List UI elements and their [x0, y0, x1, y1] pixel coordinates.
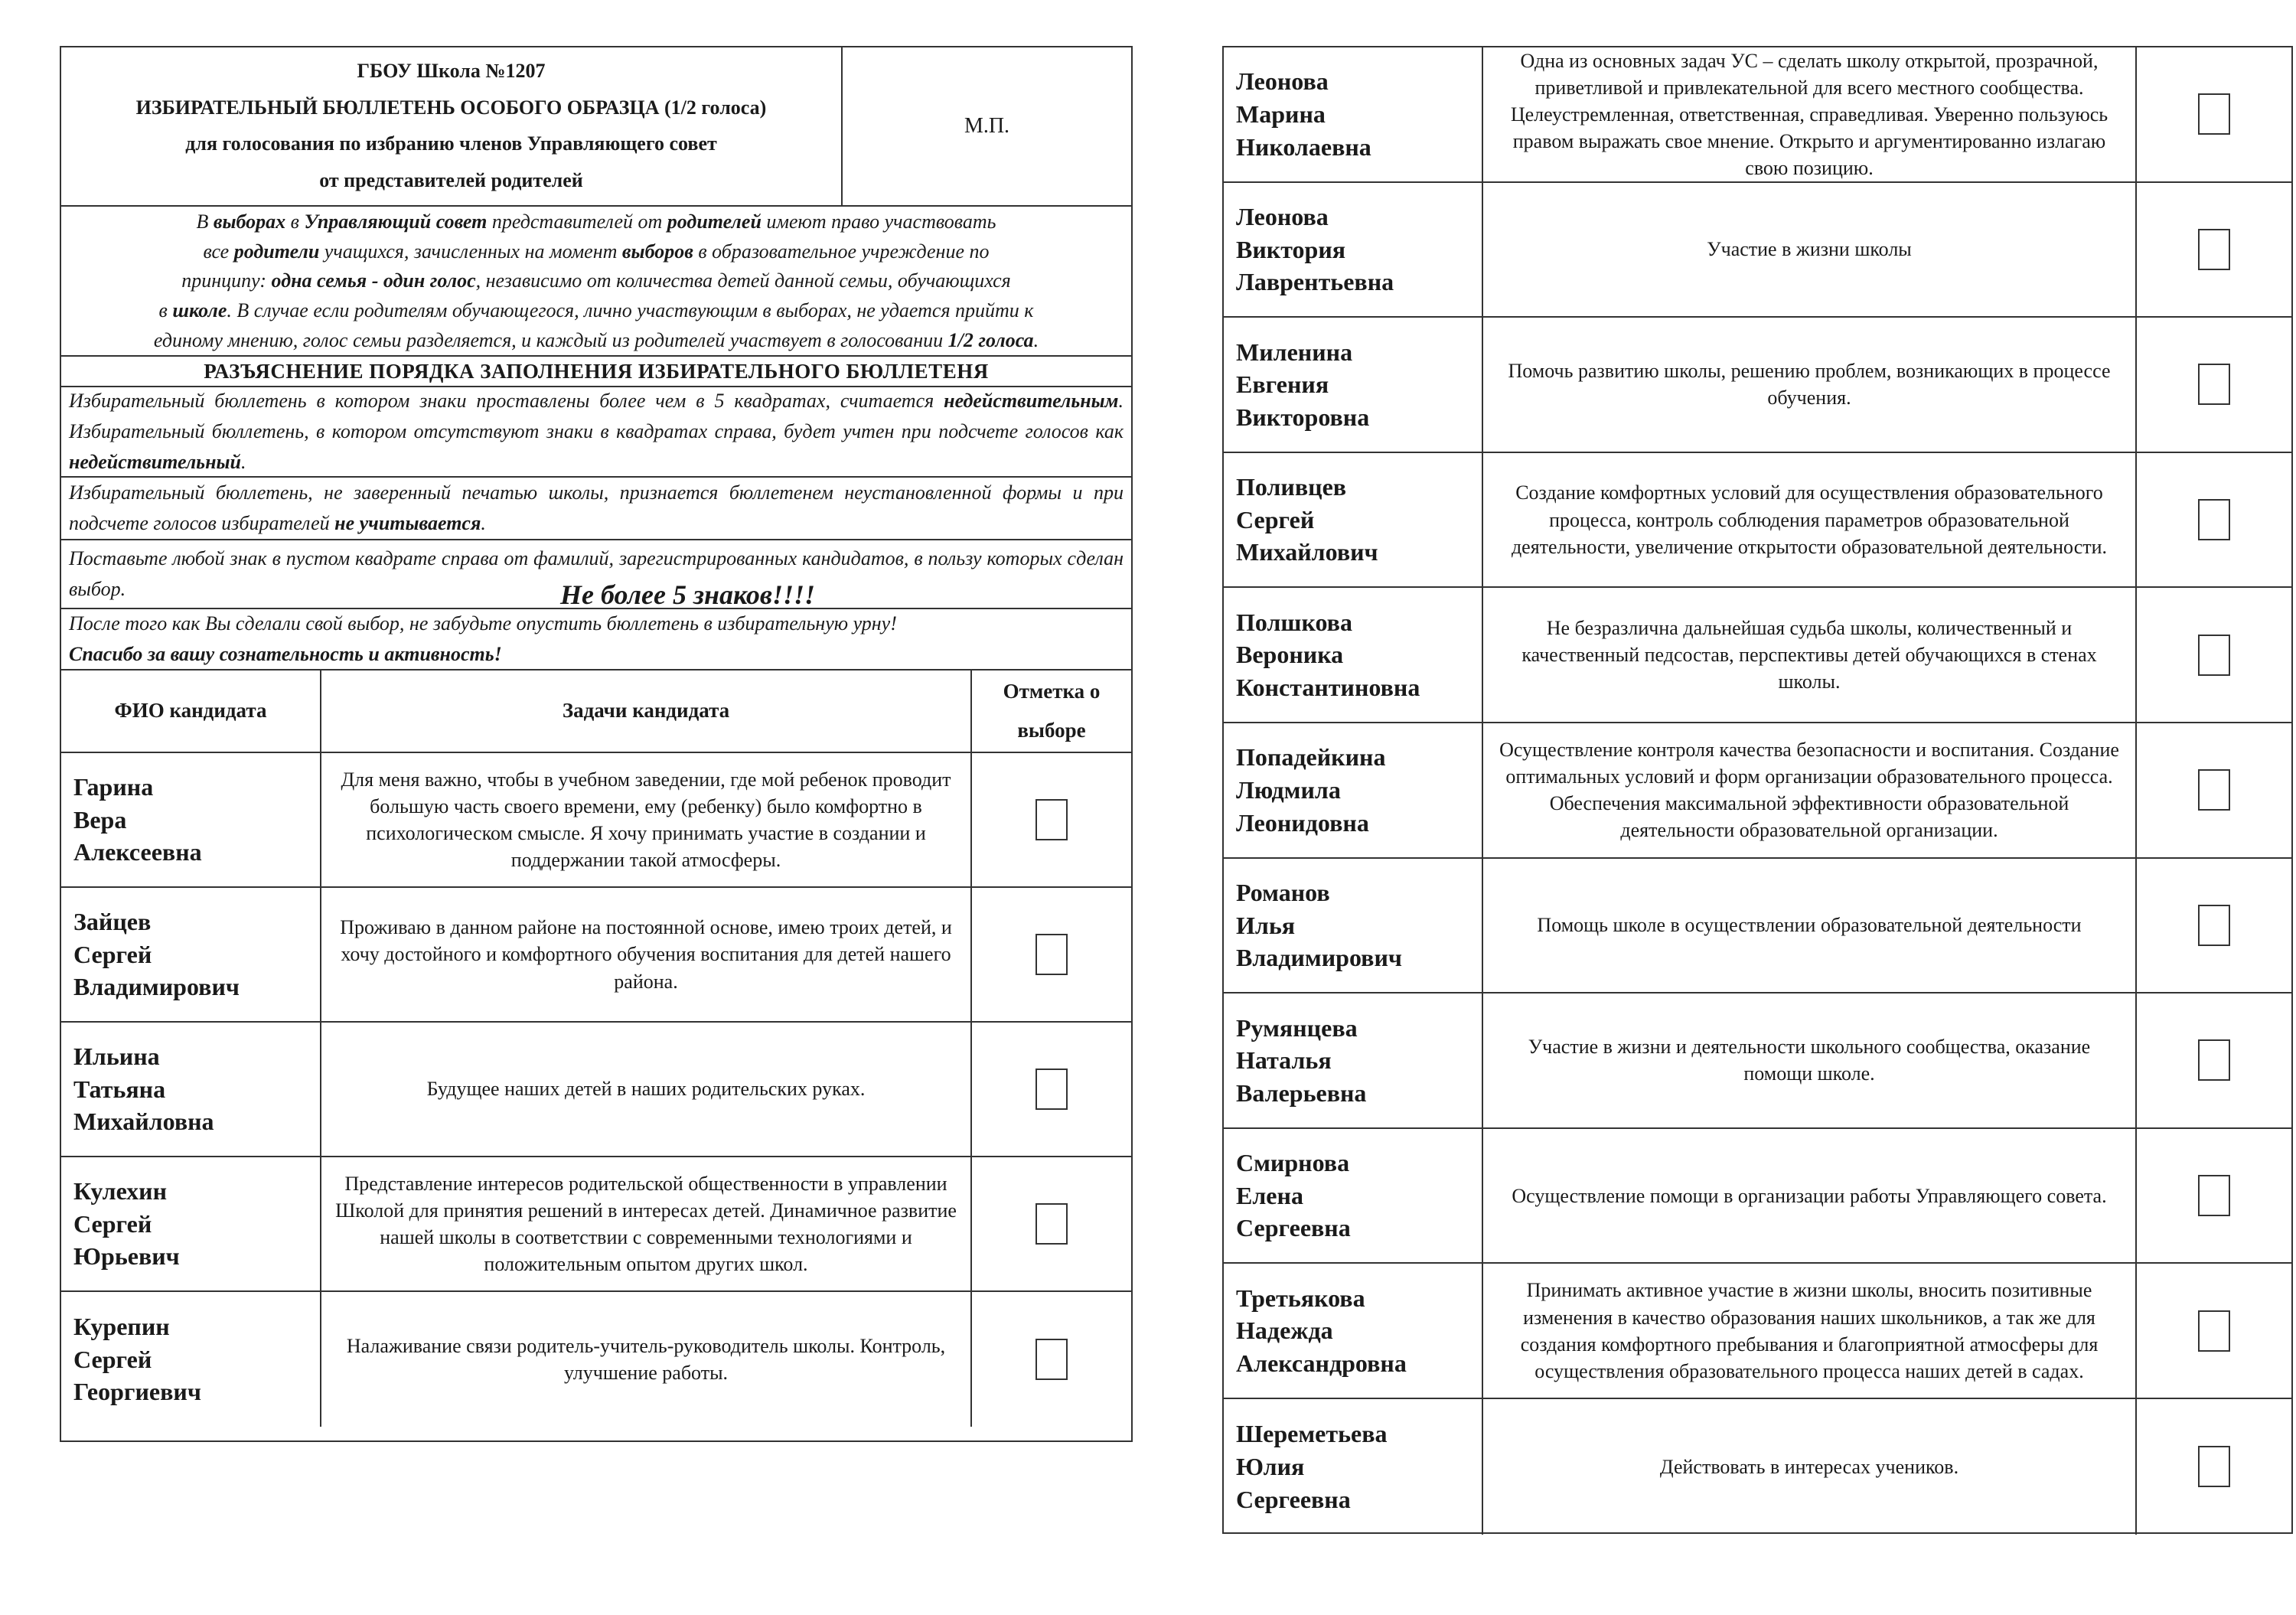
candidate-name: Леонова Марина Николаевна	[1224, 47, 1483, 181]
candidate-name: Смирнова Елена Сергеевна	[1224, 1129, 1483, 1263]
vote-checkbox[interactable]	[1035, 1339, 1068, 1380]
table-row	[1224, 1399, 2291, 1535]
candidate-name: Кулехин Сергей Юрьевич	[61, 1157, 321, 1290]
vote-checkbox[interactable]	[2198, 905, 2230, 946]
table-row	[61, 1023, 1131, 1157]
ballot-header	[61, 47, 1131, 207]
ballot-page-left	[60, 46, 1133, 1442]
vote-checkbox[interactable]	[2198, 1175, 2230, 1216]
candidate-task: Помочь развитию школы, решению проблем, возникающих в процессе обучения.	[1483, 318, 2137, 452]
intro-line: В выборах в Управляющий совет представителей от родителей имеют право участвовать	[196, 210, 996, 233]
stamp-placeholder: М.П.	[964, 114, 1010, 138]
ballot-subtitle-1: для голосования по избранию членов Управляющего совет	[185, 132, 717, 155]
rule-invalid-marks: Избирательный бюллетень в котором знаки проставлены более чем в 5 квадратах, считается недействительным. Избирательный бюллетень, в котором отсутствуют знаки в квадратах справа, будет учтен при подсчете голосов как недействительный.	[61, 387, 1131, 478]
candidate-task: Одна из основных задач УС – сделать школу открытой, прозрачной, приветливой и привлекательной для всего местного сообщества. Целеустремленная, ответственная, справедливая. Уверенно пользуюсь правом выражать свое мнение. Открыто и аргументированно излагаю свою позицию.	[1483, 47, 2137, 181]
candidate-task: Участие в жизни и деятельности школьного сообщества, оказание помощи школе.	[1483, 993, 2137, 1127]
candidate-task: Для меня важно, чтобы в учебном заведении, где мой ребенок проводит большую часть своего времени, ему (ребенку) было комфортно в психологическом смысле. Я хочу принимать участие в создании и поддержании такой атмосферы.	[321, 753, 972, 886]
intro-line: единому мнению, голос семьи разделяется, и каждый из родителей участвует в голосовании 1/2 голоса.	[153, 328, 1039, 351]
vote-checkbox[interactable]	[1035, 934, 1068, 975]
vote-checkbox[interactable]	[1035, 1069, 1068, 1110]
candidate-task: Не безразлична дальнейшая судьба школы, количественный и качественный педсостав, перспективы детей обучающихся в стенах школы.	[1483, 588, 2137, 722]
intro-text	[61, 207, 1131, 357]
candidate-name: Гарина Вера Алексеевна	[61, 753, 321, 886]
vote-checkbox[interactable]	[1035, 799, 1068, 840]
candidate-name: Румянцева Наталья Валерьевна	[1224, 993, 1483, 1127]
ballot-title: ИЗБИРАТЕЛЬНЫЙ БЮЛЛЕТЕНЬ ОСОБОГО ОБРАЗЦА (1/2 голоса)	[135, 96, 767, 119]
table-row	[1224, 723, 2291, 859]
candidate-name: Миленина Евгения Викторовна	[1224, 318, 1483, 452]
ballot-title-block	[61, 47, 843, 205]
candidate-name: Романов Илья Владимирович	[1224, 859, 1483, 993]
candidate-name: Леонова Виктория Лаврентьевна	[1224, 183, 1483, 317]
max-marks-warning: Не более 5 знаков!!!!	[560, 579, 816, 610]
column-header-mark: Отметка о выборе	[1003, 679, 1101, 742]
candidate-name: Третьякова Надежда Александровна	[1224, 1264, 1483, 1398]
candidate-task: Создание комфортных условий для осуществления образовательного процесса, контроль соблюдения параметров образовательной деятельности, увеличение открытости образовательной деятельности.	[1483, 453, 2137, 587]
thanks-note: Спасибо за вашу сознательность и активность!	[69, 643, 502, 665]
vote-checkbox[interactable]	[2198, 499, 2230, 540]
vote-checkbox[interactable]	[1035, 1203, 1068, 1245]
intro-line: в школе. В случае если родителям обучающегося, лично участвующим в выборах, не удается прийти к	[158, 299, 1034, 322]
vote-checkbox[interactable]	[2198, 1446, 2230, 1487]
candidate-task: Принимать активное участие в жизни школы, вносить позитивные изменения в качество образования наших школьников, а так же для создания комфортного пребывания и благоприятной атмосферы для осуществления образовательного процесса наших детей в садах.	[1483, 1264, 2137, 1398]
candidate-task: Помощь школе в осуществлении образовательной деятельности	[1483, 859, 2137, 993]
rule-urn: После того как Вы сделали свой выбор, не забудьте опустить бюллетень в избирательную урну! Спасибо за вашу сознательность и активность!	[61, 609, 1131, 670]
candidate-name: Зайцев Сергей Владимирович	[61, 888, 321, 1021]
candidate-task: Представление интересов родительской общественности в управлении Школой для принятия решений в интересах детей. Динамичное развитие нашей школы в соответствии с современными технологиями и положительным опытом других школ.	[321, 1157, 972, 1290]
school-name: ГБОУ Школа №1207	[357, 60, 546, 83]
table-row	[1224, 47, 2291, 183]
candidate-list-right	[1224, 47, 2291, 1535]
rule-how-to-mark: Поставьте любой знак в пустом квадрате справа от фамилий, зарегистрированных кандидатов, в пользу которых сделан выбор. Не более 5 знаков!!!!	[61, 540, 1131, 609]
table-row	[61, 1292, 1131, 1427]
table-row	[1224, 859, 2291, 994]
candidate-name: Ильина Татьяна Михайловна	[61, 1023, 321, 1156]
table-row	[1224, 318, 2291, 453]
table-header	[61, 670, 1131, 753]
table-row	[1224, 993, 2291, 1129]
ballot-page-right	[1222, 46, 2293, 1534]
ballot-subtitle-2: от представителей родителей	[319, 168, 583, 191]
candidate-name: Шереметьева Юлия Сергеевна	[1224, 1399, 1483, 1535]
column-header-name: ФИО кандидата	[61, 670, 321, 752]
candidate-list-left	[61, 753, 1131, 1427]
candidate-task: Будущее наших детей в наших родительских руках.	[321, 1023, 972, 1156]
table-row	[1224, 1264, 2291, 1399]
candidate-task: Осуществление помощи в организации работы Управляющего совета.	[1483, 1129, 2137, 1263]
intro-line: все родители учащихся, зачисленных на момент выборов в образовательное учреждение по	[203, 240, 990, 263]
candidate-name: Курепин Сергей Георгиевич	[61, 1292, 321, 1427]
candidate-task: Налаживание связи родитель-учитель-руководитель школы. Контроль, улучшение работы.	[321, 1292, 972, 1427]
candidate-task: Осуществление контроля качества безопасности и воспитания. Создание оптимальных условий и форм организации образовательного процесса. Обеспечения максимальной эффективности образовательной деятельности образовательной организации.	[1483, 723, 2137, 857]
intro-line: принципу: одна семья - один голос, независимо от количества детей данной семьи, обучающихся	[181, 269, 1011, 292]
rule-stamp: Избирательный бюллетень, не заверенный печатью школы, признается бюллетенем неустановленной формы и при подсчете голосов избирателей не учитывается.	[61, 478, 1131, 540]
candidate-name: Попадейкина Людмила Леонидовна	[1224, 723, 1483, 857]
candidate-task: Участие в жизни школы	[1483, 183, 2137, 317]
table-row	[61, 888, 1131, 1023]
vote-checkbox[interactable]	[2198, 1310, 2230, 1352]
candidate-task: Проживаю в данном районе на постоянной основе, имею троих детей, и хочу достойного и комфортного обучения воспитания для детей нашего района.	[321, 888, 972, 1021]
vote-checkbox[interactable]	[2198, 93, 2230, 135]
candidate-task: Действовать в интересах учеников.	[1483, 1399, 2137, 1535]
table-row	[61, 753, 1131, 888]
vote-checkbox[interactable]	[2198, 364, 2230, 405]
explanation-title: РАЗЪЯСНЕНИЕ ПОРЯДКА ЗАПОЛНЕНИЯ ИЗБИРАТЕЛЬНОГО БЮЛЛЕТЕНЯ	[61, 357, 1131, 387]
table-row	[1224, 183, 2291, 318]
vote-checkbox[interactable]	[2198, 229, 2230, 270]
table-row	[1224, 453, 2291, 589]
candidate-name: Полшкова Вероника Константиновна	[1224, 588, 1483, 722]
vote-checkbox[interactable]	[2198, 1039, 2230, 1081]
table-row	[1224, 588, 2291, 723]
candidate-name: Поливцев Сергей Михайлович	[1224, 453, 1483, 587]
vote-checkbox[interactable]	[2198, 635, 2230, 676]
vote-checkbox[interactable]	[2198, 769, 2230, 811]
table-row	[61, 1157, 1131, 1292]
table-row	[1224, 1129, 2291, 1264]
column-header-tasks: Задачи кандидата	[321, 670, 972, 752]
